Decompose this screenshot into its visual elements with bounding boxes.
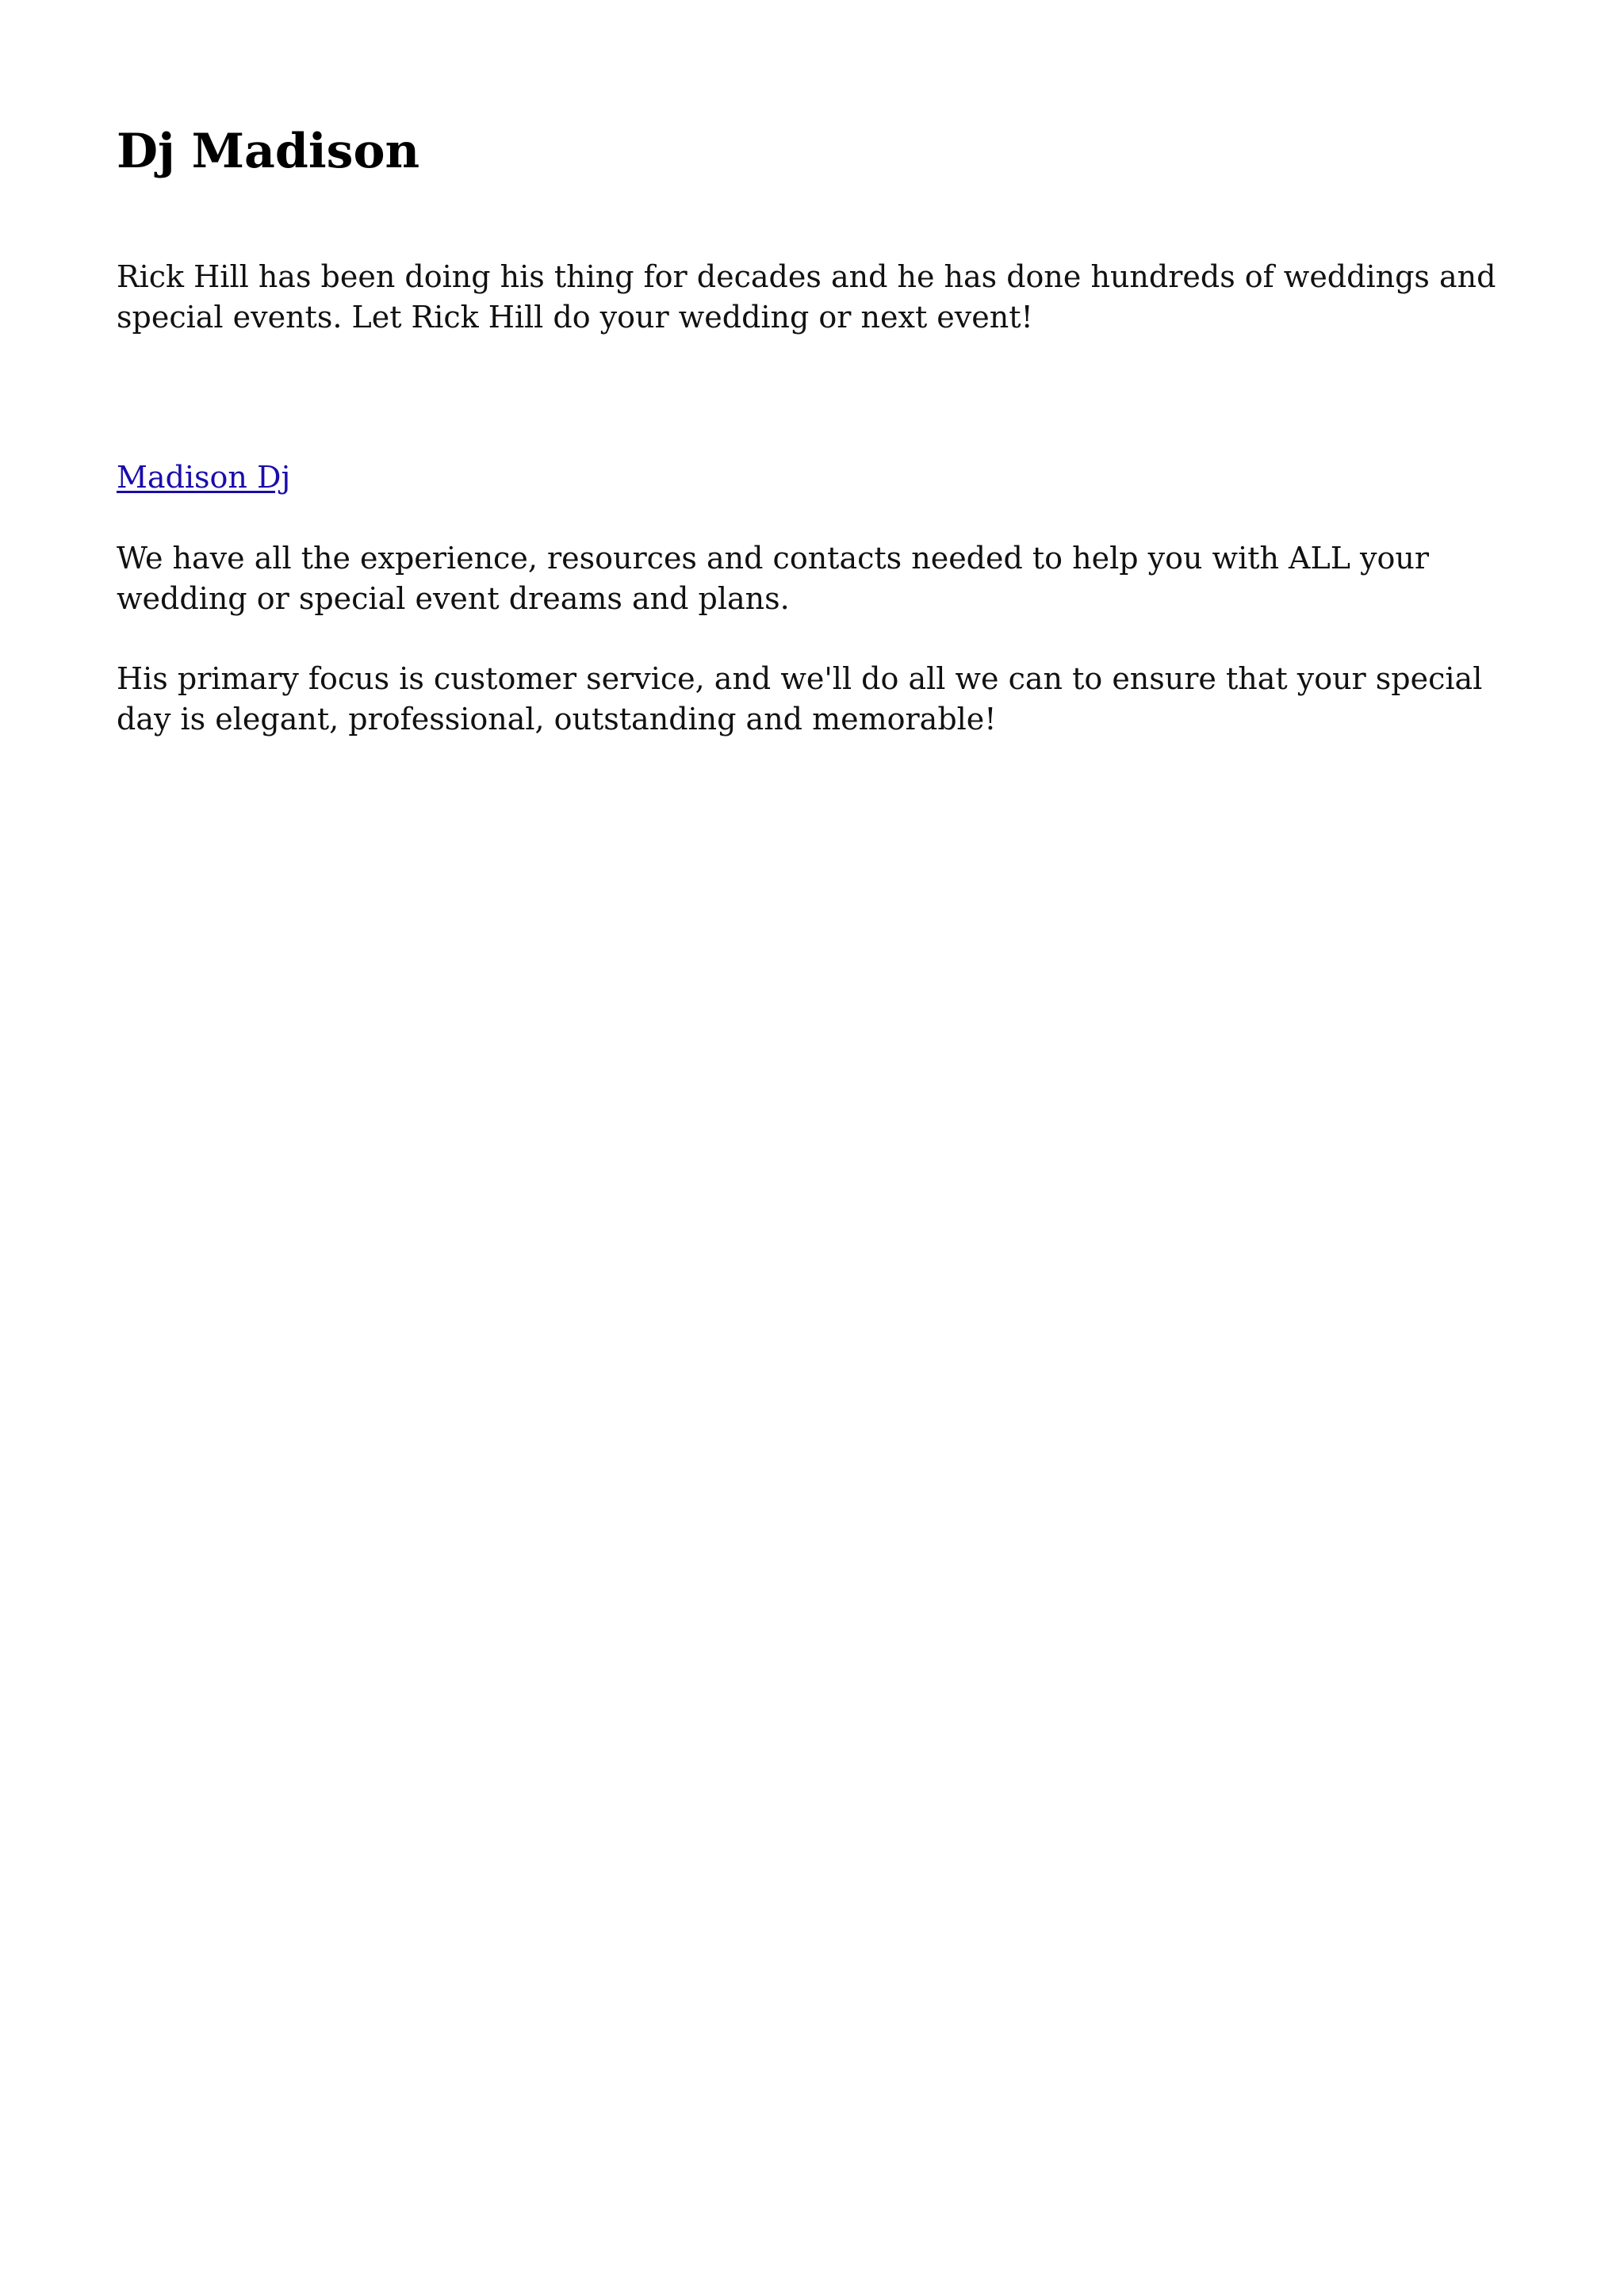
intro-paragraph: Rick Hill has been doing his thing for decades and he has done hundreds of weddings and special events. Let Rick Hill do your wedding or next event! [117, 259, 1496, 335]
madison-dj-link[interactable]: Madison Dj [117, 460, 291, 495]
page-title: Dj Madison [117, 124, 420, 179]
experience-paragraph: We have all the experience, resources and contacts needed to help you with ALL your wedding or special event dreams and plans. [117, 541, 1430, 616]
customer-service-paragraph: His primary focus is customer service, and we'll do all we can to ensure that your special day is elegant, professional, outstanding and memorable! [117, 661, 1483, 737]
link-paragraph [117, 457, 1504, 498]
